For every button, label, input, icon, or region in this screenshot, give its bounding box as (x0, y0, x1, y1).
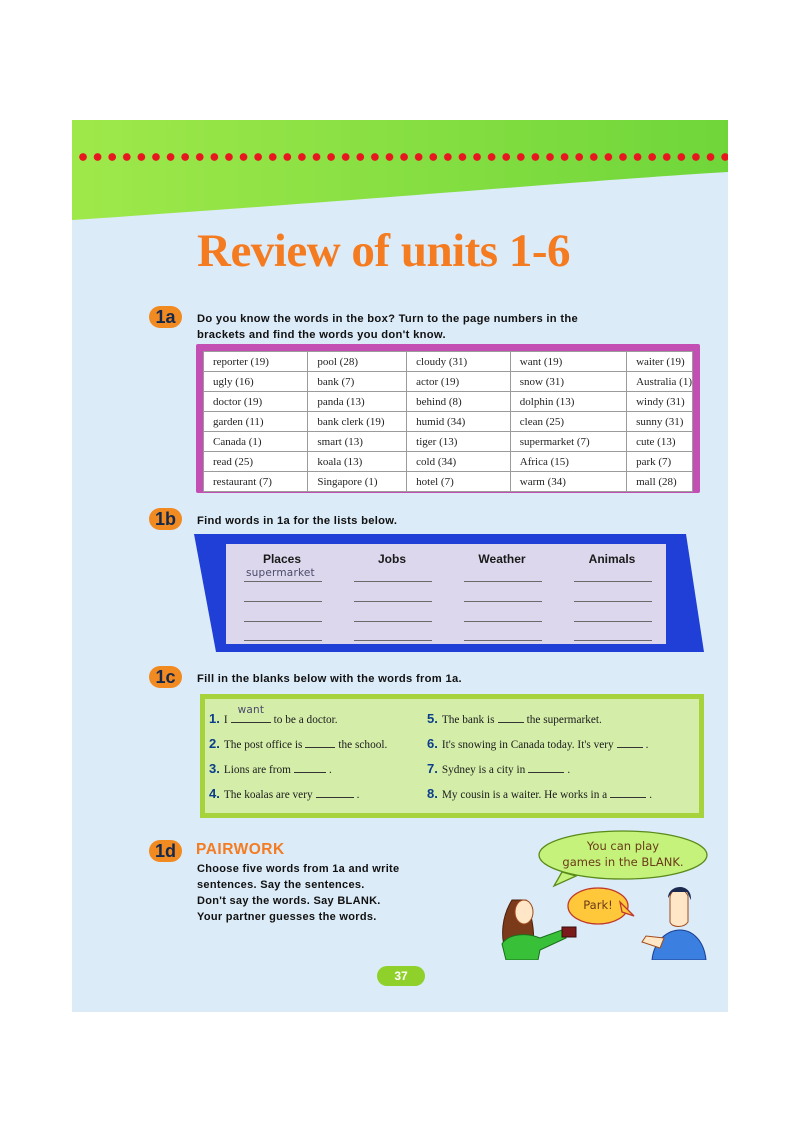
word-cell: reporter (19) (204, 352, 308, 372)
answer-blank[interactable] (498, 713, 524, 723)
word-row (204, 452, 693, 472)
sentence-text: the supermarket. (526, 714, 602, 726)
answer-blank[interactable] (294, 763, 326, 773)
word-cell: supermarket (7) (510, 432, 626, 452)
green-banner (72, 120, 728, 220)
word-cell: snow (31) (510, 372, 626, 392)
answer-blank[interactable] (316, 788, 354, 798)
sentence-5 (427, 711, 602, 726)
sentence-text: . (328, 764, 332, 776)
answer-blank[interactable] (528, 763, 564, 773)
word-cell: clean (25) (510, 412, 626, 432)
word-cell: garden (11) (204, 412, 308, 432)
word-cell: warm (34) (510, 472, 626, 492)
sentence-text: The bank is (441, 714, 495, 726)
word-box (196, 344, 700, 493)
word-cell: hotel (7) (407, 472, 511, 492)
item-number: 4. (209, 786, 220, 801)
sentence-text: The koalas are very (223, 789, 313, 801)
sentence-8 (427, 786, 652, 801)
answer-line[interactable] (574, 621, 652, 622)
answer-line[interactable] (574, 640, 652, 641)
fill-in-panel (205, 699, 699, 813)
word-row (204, 392, 693, 412)
sentence-text: My cousin is a waiter. He works in a (441, 789, 608, 801)
word-cell: Canada (1) (204, 432, 308, 452)
answer-blank[interactable] (610, 788, 646, 798)
answer-blank[interactable] (305, 738, 335, 748)
answer-line[interactable] (354, 581, 432, 582)
red-dot-border (78, 152, 728, 162)
word-cell: dolphin (13) (510, 392, 626, 412)
item-number: 3. (209, 761, 220, 776)
answer-line[interactable] (464, 621, 542, 622)
word-cell: behind (8) (407, 392, 511, 412)
answer-line[interactable] (354, 621, 432, 622)
word-row (204, 352, 693, 372)
word-cell: pool (28) (308, 352, 407, 372)
sentence-text: . (649, 789, 653, 801)
sentence-text: Lions are from (223, 764, 291, 776)
column-header-jobs: Jobs (377, 552, 406, 566)
word-cell: cold (34) (407, 452, 511, 472)
word-cell: read (25) (204, 452, 308, 472)
word-cell: doctor (19) (204, 392, 308, 412)
sentence-4 (209, 786, 359, 801)
instruction-line: Do you know the words in the box? Turn to the page numbers in the (197, 313, 579, 325)
answer-line[interactable] (574, 601, 652, 602)
exercise-1c-instruction: Fill in the blanks below with the words from 1a. (197, 673, 462, 685)
instruction-line: Don't say the words. Say BLANK. (197, 895, 381, 907)
bubble-line: You can play (586, 839, 660, 853)
word-cell: restaurant (7) (204, 472, 308, 492)
pairwork-heading: PAIRWORK (196, 841, 285, 858)
answer-blank[interactable] (231, 704, 271, 723)
exercise-1a-instruction (197, 311, 578, 343)
example-answer-supermarket: supermarket (246, 567, 315, 579)
word-cell: want (19) (510, 352, 626, 372)
answer-blank[interactable] (617, 738, 643, 748)
boy-figure (642, 887, 706, 960)
pairwork-instructions (197, 861, 399, 925)
word-cell: koala (13) (308, 452, 407, 472)
item-number: 1. (209, 711, 220, 726)
item-number: 6. (427, 736, 438, 751)
example-answer-want: want (237, 704, 265, 716)
word-row (204, 472, 693, 492)
sentence-text: . (567, 764, 571, 776)
sentence-text: to be a doctor. (273, 714, 338, 726)
word-cell: waiter (19) (627, 352, 693, 372)
word-cell: Africa (15) (510, 452, 626, 472)
speech-bubble-reply: Park! (583, 898, 613, 912)
sentence-3 (209, 761, 332, 776)
sentence-text: It's snowing in Canada today. It's very (441, 739, 614, 751)
word-cell: actor (19) (407, 372, 511, 392)
answer-line[interactable] (574, 581, 652, 582)
column-header-weather: Weather (478, 552, 526, 566)
answer-line[interactable] (354, 640, 432, 641)
exercise-1d-badge: 1d (149, 840, 182, 862)
word-cell: smart (13) (308, 432, 407, 452)
word-table (203, 351, 693, 492)
exercise-1b-badge: 1b (149, 508, 182, 530)
exercise-1b-instruction: Find words in 1a for the lists below. (197, 515, 398, 527)
word-cell: Singapore (1) (308, 472, 407, 492)
fill-in-box (200, 694, 704, 818)
sentence-text: . (356, 789, 360, 801)
textbook-page (72, 120, 728, 1012)
speech-bubble-text (548, 838, 698, 870)
sentence-text: The post office is (223, 739, 303, 751)
girl-figure (502, 900, 576, 960)
answer-line[interactable] (464, 640, 542, 641)
item-number: 7. (427, 761, 438, 776)
answer-line[interactable] (244, 621, 322, 622)
answer-line[interactable] (244, 640, 322, 641)
sentence-text: . (645, 739, 649, 751)
page-title: Review of units 1-6 (197, 225, 570, 277)
word-cell: park (7) (627, 452, 693, 472)
sentence-text: Sydney is a city in (441, 764, 526, 776)
word-cell: bank clerk (19) (308, 412, 407, 432)
word-cell: cute (13) (627, 432, 693, 452)
item-number: 8. (427, 786, 438, 801)
answer-line[interactable] (244, 601, 322, 602)
word-cell: cloudy (31) (407, 352, 511, 372)
sentence-6 (427, 736, 649, 751)
word-cell: sunny (31) (627, 412, 693, 432)
word-cell: Australia (1) (627, 372, 693, 392)
sentence-2 (209, 736, 387, 751)
instruction-line: sentences. Say the sentences. (197, 879, 365, 891)
word-cell: humid (34) (407, 412, 511, 432)
instruction-line: Your partner guesses the words. (197, 911, 377, 923)
sentence-text: I (223, 714, 228, 726)
word-cell: mall (28) (627, 472, 693, 492)
answer-line[interactable] (464, 581, 542, 582)
word-cell: ugly (16) (204, 372, 308, 392)
exercise-1c-badge: 1c (149, 666, 182, 688)
instruction-line: brackets and find the words you don't know. (197, 329, 446, 341)
word-cell: windy (31) (627, 392, 693, 412)
column-header-places: Places (262, 552, 302, 566)
word-cell: tiger (13) (407, 432, 511, 452)
exercise-1a-badge: 1a (149, 306, 182, 328)
sentence-7 (427, 761, 570, 776)
word-row (204, 372, 693, 392)
column-header-animals: Animals (588, 552, 636, 566)
word-row (204, 412, 693, 432)
answer-line[interactable] (354, 601, 432, 602)
word-cell: bank (7) (308, 372, 407, 392)
word-lists-panel (226, 544, 666, 644)
page-number: 37 (377, 966, 425, 986)
item-number: 5. (427, 711, 438, 726)
word-cell: panda (13) (308, 392, 407, 412)
bubble-line: games in the BLANK. (562, 855, 684, 869)
answer-line[interactable] (464, 601, 542, 602)
sentence-text: the school. (338, 739, 388, 751)
sentence-1 (209, 704, 338, 726)
item-number: 2. (209, 736, 220, 751)
instruction-line: Choose five words from 1a and write (197, 863, 400, 875)
answer-line[interactable] (244, 581, 322, 582)
word-row (204, 432, 693, 452)
